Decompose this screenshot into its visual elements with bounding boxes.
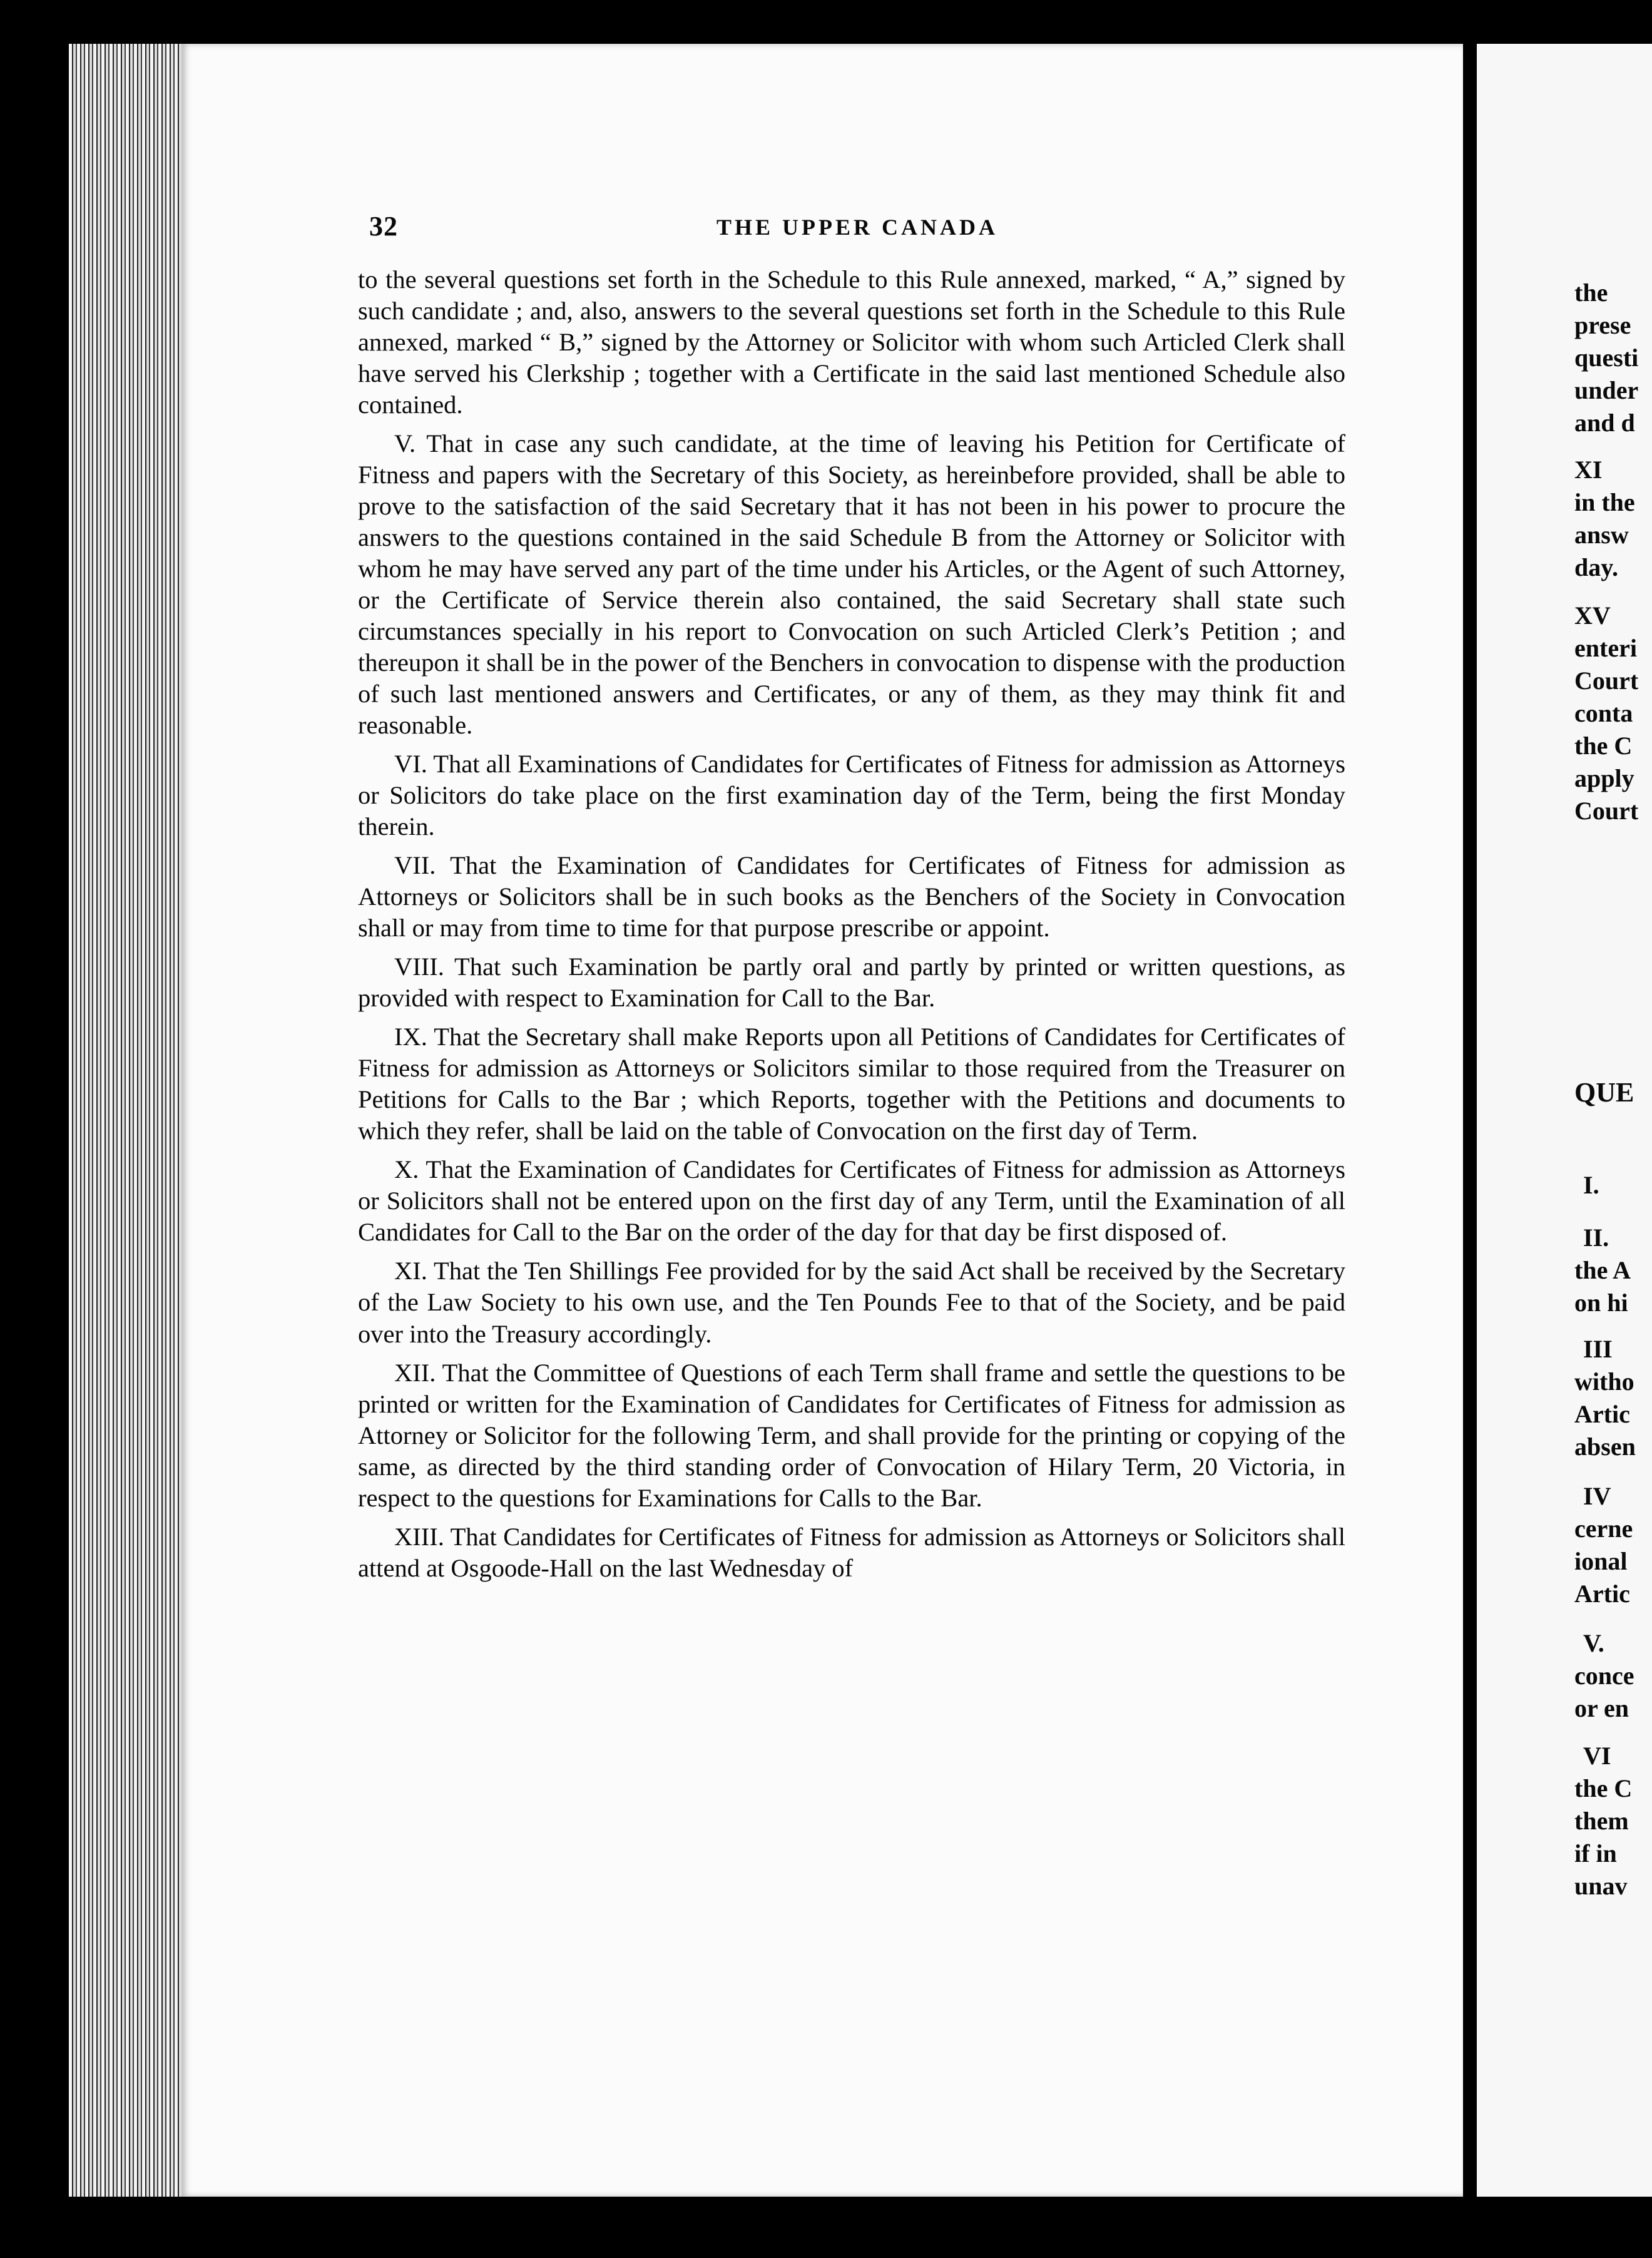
facing-page-fragment (1477, 44, 1652, 2197)
paragraph-rule-ix: IX. That the Secretary shall make Reports upon all Petitions of Candidates for Certificates of Fitness for admission as Attorneys or Solicitors similar to those required from the Treasurer on Petitions for Calls to the Bar ; which Reports, together with the Petitions and documents to which they refer, shall be laid on the table of Convocation on the first day of Term. (358, 1023, 1345, 1145)
paragraph-rule-vii: VII. That the Examination of Candidates for Certificates of Fitness for admission as Attorneys or Solicitors shall be in such books as the Benchers of the Society in Convocation shall or may from time to time for that purpose prescribe or appoint. (358, 851, 1345, 943)
facing-section-vi: VI the C them if in unav (1574, 1742, 1633, 1900)
paragraph-rule-xii: XII. That the Committee of Questions of each Term shall frame and settle the questions to be printed or written for the Examination of Candidates for Certificates of Fitness for admission as Attorney or Solicitor for the following Term, and shall provide for the printing or copying of the same, as directed by the third standing order of Convocation of Hilary Term, 20 Victoria, in respect to the questions for Examinations for Calls to the Bar. (358, 1358, 1345, 1512)
facing-block-1: the prese questi under and d (1574, 278, 1639, 437)
book-page-edges (69, 44, 188, 2197)
facing-section-v: V. conce or en (1574, 1629, 1634, 1722)
page-gutter (1463, 44, 1477, 2197)
paragraph-continuation: to the several questions set forth in the Schedule to this Rule annexed, marked, “ A,” signed by such candidate ; and, also, answers to the several questions set forth in the Schedule to this Rule annexed, marked “ B,” signed by the Attorney or Solicitor with whom such Articled Clerk shall have served his Clerkship ; together with a Certificate in the said last mentioned Schedule also contained. (358, 265, 1345, 419)
facing-block-3: XV enteri Court conta the C apply Court (1574, 601, 1639, 825)
paragraph-rule-x: X. That the Examination of Candidates for Certificates of Fitness for admission as Attorneys or Solicitors shall not be entered upon on the first day of any Term, until the Examination of all Candidates for Call to the Bar on the order of the day for that day be first disposed of. (358, 1155, 1345, 1247)
facing-section-iii: III witho Artic absen (1574, 1335, 1636, 1461)
paragraph-rule-v: V. That in case any such candidate, at the time of leaving his Petition for Certificate of Fitness and papers with the Secretary of this Society, as hereinbefore provided, shall be able to prove to the satisfaction of the said Secretary that it has not been in his power to procure the answers to the questions contained in the said Schedule B from the Attorney or Solicitor with whom he may have served any part of the time under his Articles, or the Agent of such Attorney, or the Certificate of Service therein also contained, the said Secretary shall state such circumstances specially in his report to Convocation on such Articled Clerk’s Petition ; and thereupon it shall be in the power of the Benchers in convocation to dispense with the production of such last mentioned answers and Certificates, or any of them, as they may think fit and reasonable. (358, 429, 1345, 740)
facing-section-ii: II. the A on hi (1574, 1224, 1631, 1317)
paragraph-rule-xi: XI. That the Ten Shillings Fee provided for by the said Act shall be received by the Secretary of the Law Society to his own use, and the Ten Pounds Fee to that of the Society, and be paid over into the Treasury accordingly. (358, 1257, 1345, 1348)
paragraph-rule-viii: VIII. That such Examination be partly oral and partly by printed or written questions, as provided with respect to Examination for Call to the Bar. (358, 953, 1345, 1013)
running-head: THE UPPER CANADA (716, 215, 998, 240)
paragraph-rule-xiii: XIII. That Candidates for Certificates of Fitness for admission as Attorneys or Solicitors shall attend at Osgoode-Hall on the last Wednesday of (358, 1522, 1345, 1582)
page-number: 32 (369, 211, 398, 242)
facing-section-i: I. (1583, 1171, 1599, 1199)
body-text (358, 264, 1345, 1591)
facing-section-iv: IV cerne ional Artic (1574, 1482, 1633, 1608)
paragraph-rule-vi: VI. That all Examinations of Candidates for Certificates of Fitness for admission as Attorneys or Solicitors do take place on the first examination day of the Term, being the first Monday therein. (358, 750, 1345, 841)
facing-block-2: XI in the answ day. (1574, 456, 1635, 581)
facing-heading: QUE (1574, 1077, 1634, 1108)
page-header (369, 210, 1345, 248)
